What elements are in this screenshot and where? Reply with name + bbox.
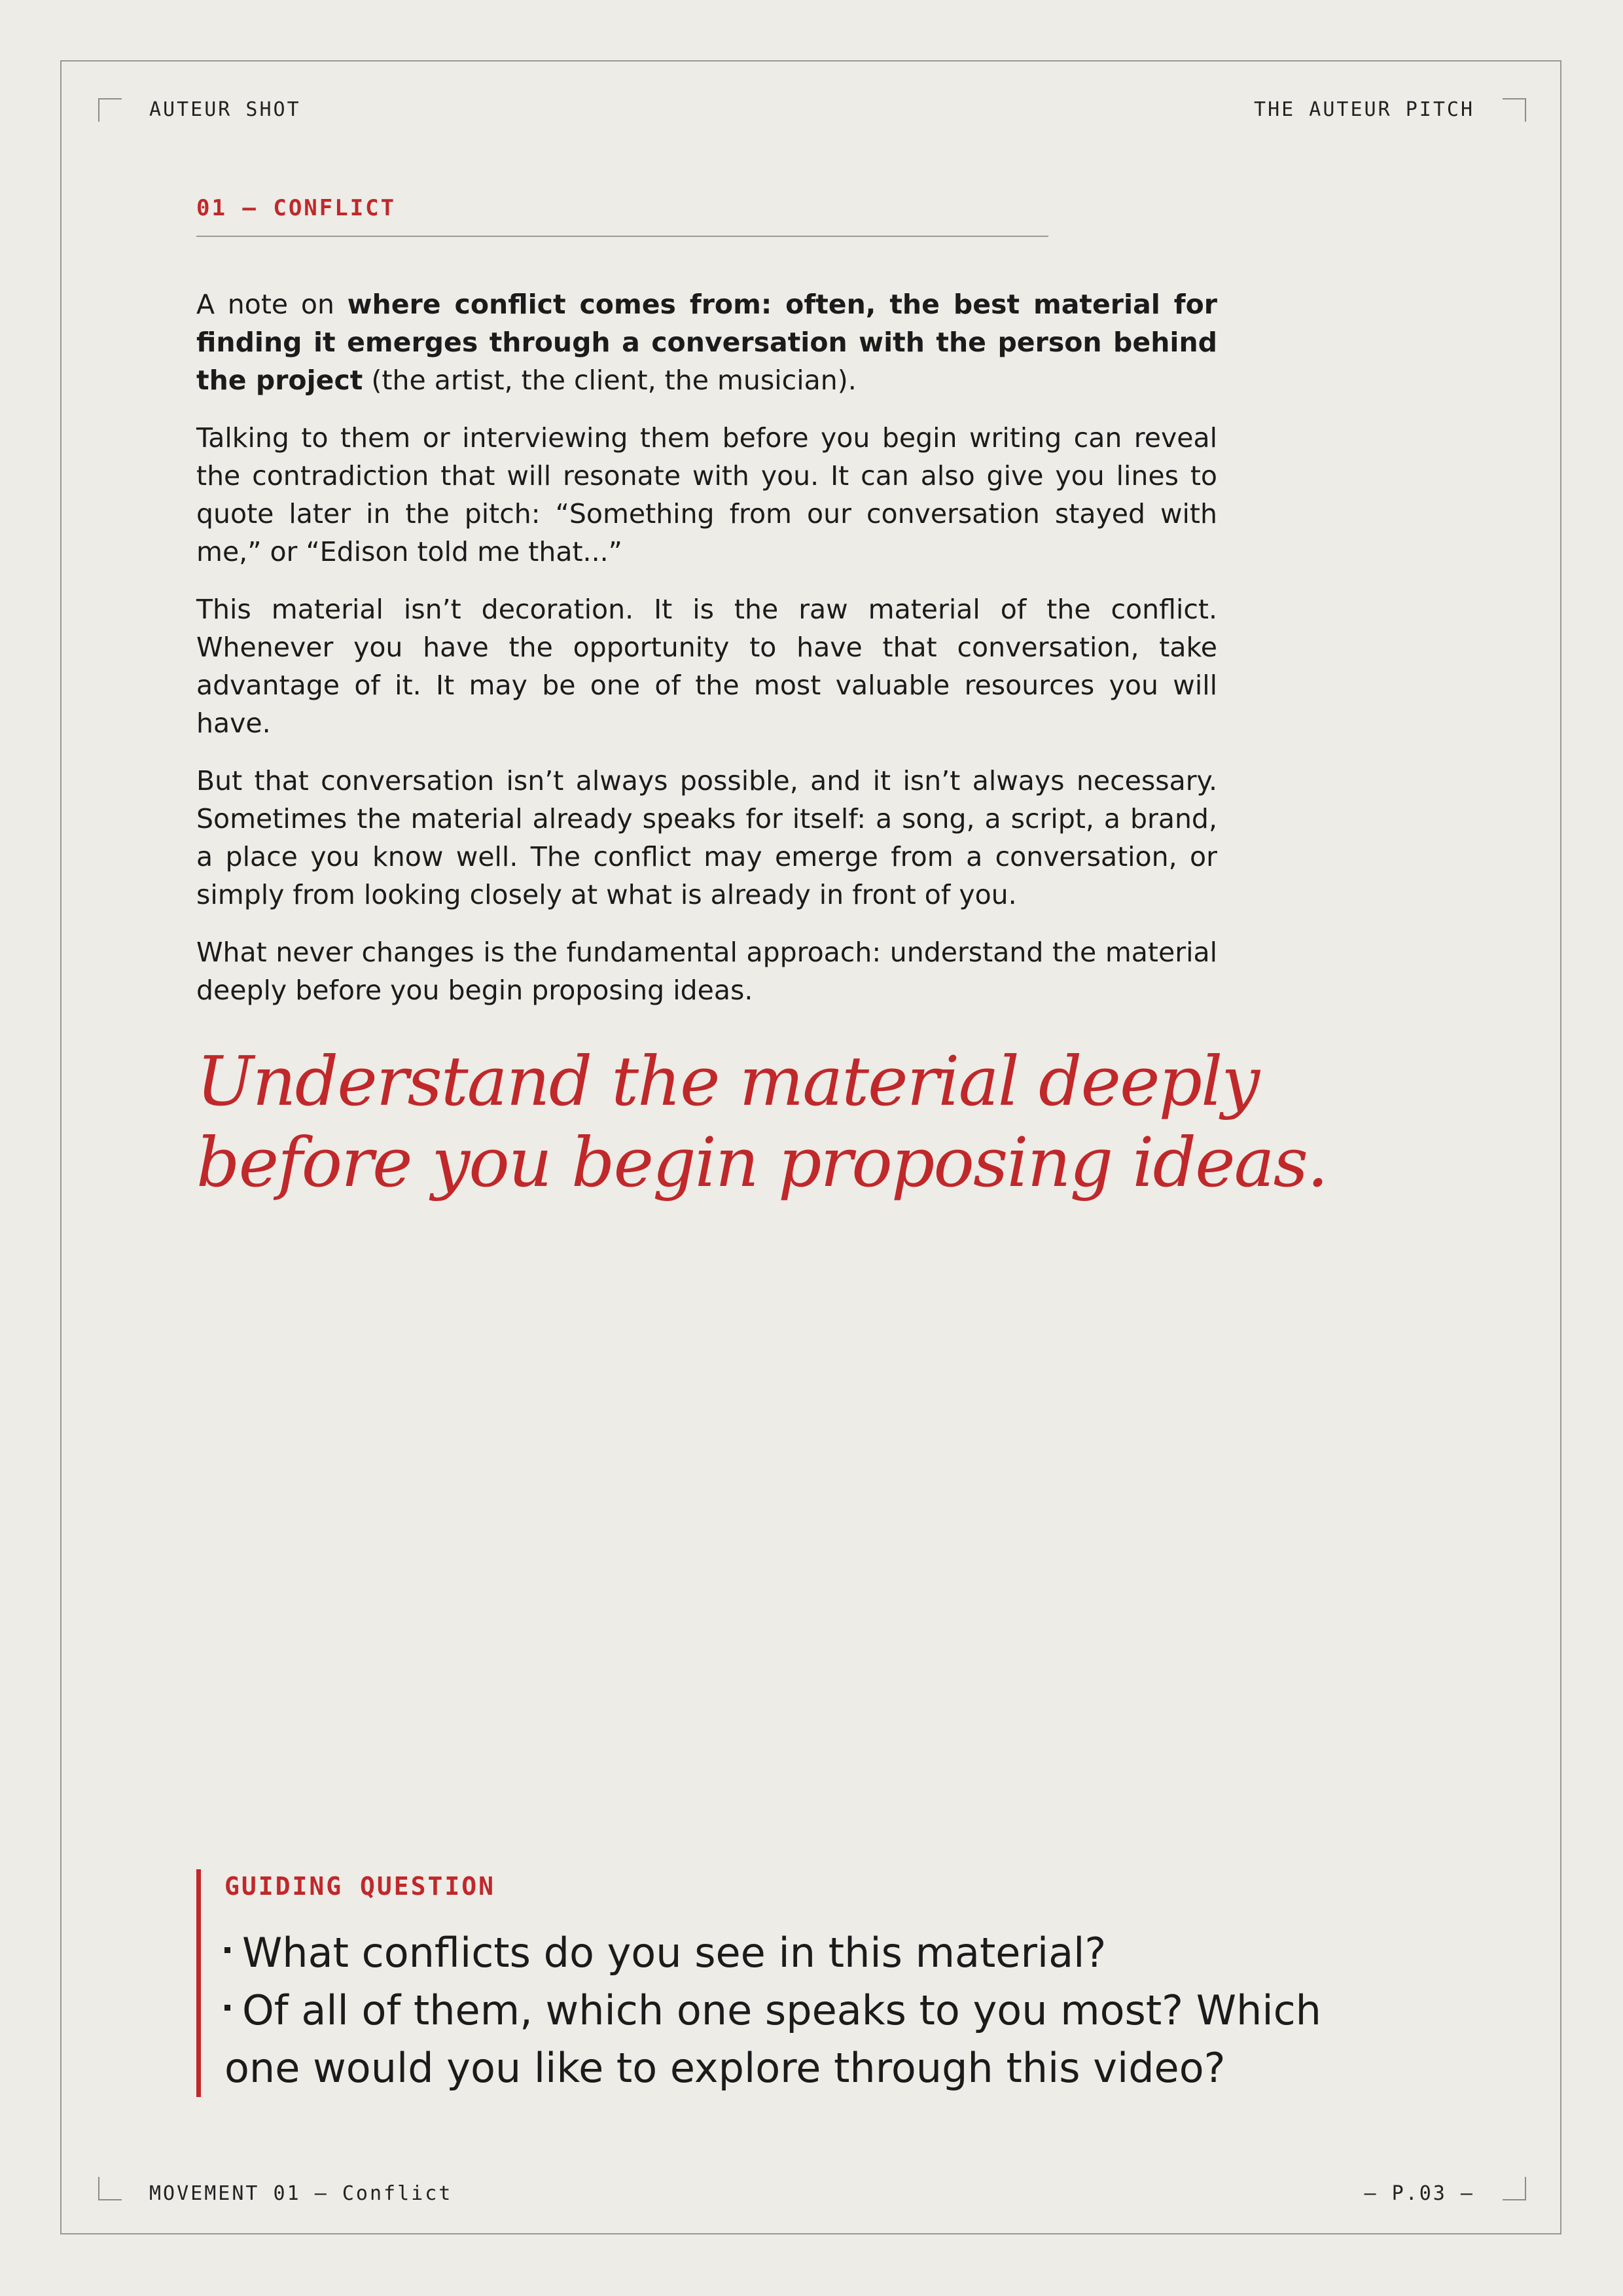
guiding-question-box — [196, 1869, 1350, 2097]
section-divider — [196, 236, 1048, 237]
paragraph-1: A note on where conflict comes from: often, the best material for finding it emerges through a conversation with the person behind the project (the artist, the client, the musician). — [196, 289, 1217, 396]
guiding-question-label: GUIDING QUESTION — [224, 1872, 496, 1901]
bullet-icon — [224, 2005, 230, 2011]
paragraph-4: But that conversation isn’t always possible, and it isn’t always necessary. Sometimes the material already speaks for itself: a song, a script, a brand, a place you know well. The conflict may emerge from a conversation, or simply from looking closely at what is already in front of you. — [196, 765, 1217, 910]
body-text — [196, 285, 1217, 1029]
header-right-label: THE AUTEUR PITCH — [1254, 98, 1474, 121]
footer-movement-label: MOVEMENT 01 — Conflict — [149, 2182, 453, 2205]
pull-quote — [196, 1041, 1440, 1203]
pull-quote-line-1: Understand the material deeply — [196, 1041, 1259, 1121]
corner-mark-top-left — [98, 98, 122, 122]
paragraph-5: What never changes is the fundamental approach: understand the material deeply before you begin proposing ideas. — [196, 937, 1217, 1006]
bullet-icon — [224, 1947, 230, 1953]
footer-page-number: — P.03 — — [1364, 2182, 1474, 2205]
corner-mark-bottom-right — [1503, 2177, 1526, 2200]
guiding-question-item-2: Of all of them, which one speaks to you most? Which one would you like to explore through this video? — [224, 1986, 1321, 2092]
corner-mark-bottom-left — [98, 2177, 122, 2200]
guiding-question-item-1: What conflicts do you see in this material? — [224, 1924, 1350, 1982]
paragraph-1-emphasis: where conflict comes from: often, the best material for finding it emerges through a conversation with the person behind the project — [196, 289, 1217, 396]
header-left-label: AUTEUR SHOT — [149, 98, 301, 121]
paragraph-3: This material isn’t decoration. It is the raw material of the conflict. Whenever you have the opportunity to have that conversation, take advantage of it. It may be one of the most valuable resources you will have. — [196, 594, 1217, 739]
corner-mark-top-right — [1503, 98, 1526, 122]
section-label: 01 — CONFLICT — [196, 195, 397, 221]
pull-quote-line-2: before you begin proposing ideas. — [196, 1122, 1328, 1202]
paragraph-2: Talking to them or interviewing them before you begin writing can reveal the contradiction that will resonate with you. It can also give you lines to quote later in the pitch: “Something from our conversation stayed with me,” or “Edison told me that...” — [196, 422, 1217, 567]
